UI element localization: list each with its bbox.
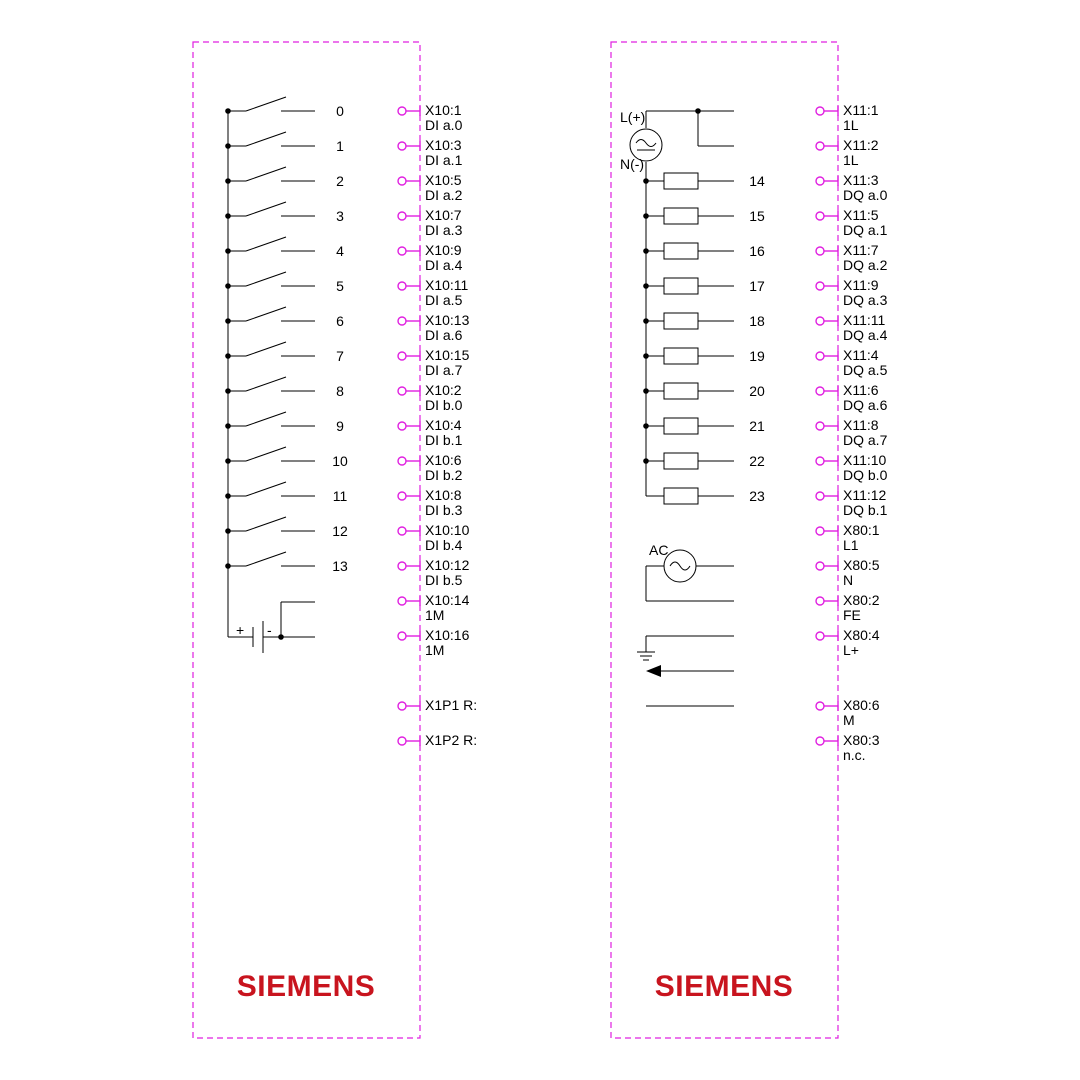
terminal-connector-icon[interactable] xyxy=(398,492,406,500)
terminal-id-label: X80:3 xyxy=(843,732,880,748)
left-terminal[interactable] xyxy=(398,347,470,378)
terminal-desc-label: 1L xyxy=(843,152,859,168)
terminal-connector-icon[interactable] xyxy=(816,142,824,150)
right-output-loads xyxy=(643,173,765,504)
terminal-id-label: X80:1 xyxy=(843,522,880,538)
switch-contact-icon xyxy=(246,342,286,356)
switch-contact-icon xyxy=(246,517,286,531)
terminal-connector-icon[interactable] xyxy=(398,352,406,360)
right-terminal[interactable] xyxy=(816,242,888,273)
left-module-frame xyxy=(193,42,420,1038)
input-switch xyxy=(225,412,344,434)
terminal-desc-label: DQ a.6 xyxy=(843,397,888,413)
terminal-desc-label: DI a.2 xyxy=(425,187,463,203)
left-terminal[interactable] xyxy=(398,592,470,623)
load-resistor-icon xyxy=(664,453,698,469)
terminal-connector-icon[interactable] xyxy=(398,107,406,115)
terminal-connector-icon[interactable] xyxy=(398,212,406,220)
right-terminal[interactable] xyxy=(816,557,880,588)
terminal-id-label: X11:2 xyxy=(843,137,879,153)
input-number-label: 13 xyxy=(332,558,348,574)
input-number-label: 2 xyxy=(336,173,344,189)
right-terminal[interactable] xyxy=(816,522,880,553)
left-terminal[interactable] xyxy=(398,102,463,133)
input-number-label: 5 xyxy=(336,278,344,294)
left-terminal[interactable] xyxy=(398,312,470,343)
input-switch xyxy=(225,237,344,259)
input-switch xyxy=(225,132,344,154)
output-number-label: 19 xyxy=(749,348,765,364)
terminal-desc-label: DQ a.3 xyxy=(843,292,888,308)
terminal-connector-icon[interactable] xyxy=(398,562,406,570)
right-terminal[interactable] xyxy=(816,347,888,378)
terminal-connector-icon[interactable] xyxy=(398,632,406,640)
input-switch xyxy=(225,307,344,329)
right-terminal[interactable] xyxy=(816,627,880,658)
terminal-desc-label: DI b.1 xyxy=(425,432,463,448)
battery-minus-label: - xyxy=(267,622,272,638)
terminal-desc-label: L+ xyxy=(843,642,859,658)
left-terminal[interactable] xyxy=(398,522,470,553)
supply-junction xyxy=(695,108,701,114)
right-terminal-strip xyxy=(816,102,888,763)
left-terminal-strip xyxy=(398,102,477,748)
input-switch xyxy=(225,377,344,399)
left-input-switches xyxy=(225,97,348,574)
left-terminal[interactable] xyxy=(398,382,463,413)
input-number-label: 6 xyxy=(336,313,344,329)
right-terminal[interactable] xyxy=(816,487,888,518)
switch-contact-icon xyxy=(246,307,286,321)
terminal-id-label: X10:10 xyxy=(425,522,470,538)
load-resistor-icon xyxy=(664,348,698,364)
terminal-id-label: X11:5 xyxy=(843,207,879,223)
terminal-id-label: X10:2 xyxy=(425,382,462,398)
terminal-connector-icon[interactable] xyxy=(398,387,406,395)
output-number-label: 18 xyxy=(749,313,765,329)
terminal-desc-label: DI a.5 xyxy=(425,292,463,308)
ac-source-icon xyxy=(664,550,696,582)
terminal-id-label: X10:9 xyxy=(425,242,462,258)
terminal-connector-icon[interactable] xyxy=(398,737,406,745)
terminal-desc-label: DI b.5 xyxy=(425,572,463,588)
output-number-label: 14 xyxy=(749,173,765,189)
terminal-connector-icon[interactable] xyxy=(816,737,824,745)
terminal-id-label: X11:3 xyxy=(843,172,879,188)
left-terminal[interactable] xyxy=(398,732,477,748)
terminal-desc-label: DI a.1 xyxy=(425,152,463,168)
terminal-connector-icon[interactable] xyxy=(816,422,824,430)
terminal-id-label: X11:12 xyxy=(843,487,887,503)
left-terminal[interactable] xyxy=(398,557,470,588)
input-number-label: 7 xyxy=(336,348,344,364)
terminal-id-label: X10:12 xyxy=(425,557,470,573)
terminal-id-label: X10:8 xyxy=(425,487,462,503)
right-terminal[interactable] xyxy=(816,102,879,133)
input-switch xyxy=(225,97,344,119)
terminal-id-label: X10:11 xyxy=(425,277,469,293)
terminal-desc-label: DI a.6 xyxy=(425,327,463,343)
terminal-id-label: X10:15 xyxy=(425,347,470,363)
terminal-id-label: X80:2 xyxy=(843,592,880,608)
input-number-label: 4 xyxy=(336,243,344,259)
switch-contact-icon xyxy=(246,552,286,566)
left-terminal[interactable] xyxy=(398,697,477,713)
terminal-desc-label: DQ a.7 xyxy=(843,432,888,448)
output-number-label: 15 xyxy=(749,208,765,224)
switch-contact-icon xyxy=(246,97,286,111)
terminal-id-label: X11:11 xyxy=(843,312,886,328)
terminal-connector-icon[interactable] xyxy=(398,422,406,430)
terminal-connector-icon[interactable] xyxy=(816,247,824,255)
right-terminal[interactable] xyxy=(816,137,879,168)
input-switch xyxy=(225,342,344,364)
output-number-label: 22 xyxy=(749,453,765,469)
terminal-desc-label: N xyxy=(843,572,854,588)
terminal-id-label: X10:7 xyxy=(425,207,462,223)
terminal-desc-label: DI b.0 xyxy=(425,397,463,413)
input-number-label: 9 xyxy=(336,418,344,434)
terminal-connector-icon[interactable] xyxy=(816,597,824,605)
terminal-desc-label: DI b.3 xyxy=(425,502,463,518)
terminal-id-label: X10:14 xyxy=(425,592,470,608)
terminal-connector-icon[interactable] xyxy=(398,457,406,465)
output-number-label: 16 xyxy=(749,243,765,259)
left-terminal[interactable] xyxy=(398,417,463,448)
input-number-label: 8 xyxy=(336,383,344,399)
terminal-desc-label: FE xyxy=(843,607,861,623)
terminal-id-label: X11:1 xyxy=(843,102,879,118)
terminal-id-label: X10:16 xyxy=(425,627,470,643)
input-number-label: 1 xyxy=(336,138,344,154)
terminal-id-label: X1P1 R: xyxy=(425,697,478,713)
right-terminal[interactable] xyxy=(816,592,880,623)
terminal-id-label: X10:13 xyxy=(425,312,470,328)
input-switch xyxy=(225,517,348,539)
terminal-desc-label: DQ b.1 xyxy=(843,502,888,518)
terminal-desc-label: DQ a.1 xyxy=(843,222,888,238)
terminal-id-label: X1P2 R: xyxy=(425,732,478,748)
terminal-connector-icon[interactable] xyxy=(816,282,824,290)
terminal-connector-icon[interactable] xyxy=(398,527,406,535)
battery-junction xyxy=(278,634,284,640)
terminal-desc-label: DI a.0 xyxy=(425,117,463,133)
terminal-id-label: X10:3 xyxy=(425,137,462,153)
l-plus-arrow-icon xyxy=(646,665,661,677)
terminal-desc-label: DQ a.2 xyxy=(843,257,888,273)
output-load xyxy=(643,313,765,329)
switch-contact-icon xyxy=(246,447,286,461)
terminal-connector-icon[interactable] xyxy=(398,177,406,185)
switch-contact-icon xyxy=(246,202,286,216)
terminal-desc-label: DQ a.5 xyxy=(843,362,888,378)
right-terminal[interactable] xyxy=(816,452,888,483)
terminal-connector-icon[interactable] xyxy=(816,107,824,115)
terminal-connector-icon[interactable] xyxy=(398,597,406,605)
output-load xyxy=(643,348,765,364)
terminal-connector-icon[interactable] xyxy=(398,247,406,255)
terminal-id-label: X10:1 xyxy=(425,102,462,118)
terminal-connector-icon[interactable] xyxy=(816,457,824,465)
input-switch xyxy=(225,272,344,294)
output-number-label: 20 xyxy=(749,383,765,399)
switch-contact-icon xyxy=(246,132,286,146)
output-load xyxy=(643,243,765,259)
left-terminal[interactable] xyxy=(398,207,463,238)
terminal-id-label: X11:10 xyxy=(843,452,887,468)
right-static-wiring xyxy=(637,111,734,706)
right-terminal[interactable] xyxy=(816,277,888,308)
terminal-id-label: X80:6 xyxy=(843,697,880,713)
terminal-connector-icon[interactable] xyxy=(398,142,406,150)
left-terminal[interactable] xyxy=(398,137,463,168)
right-terminal[interactable] xyxy=(816,417,888,448)
load-resistor-icon xyxy=(664,313,698,329)
output-load xyxy=(643,173,765,189)
output-number-label: 21 xyxy=(749,418,765,434)
terminal-connector-icon[interactable] xyxy=(816,317,824,325)
terminal-id-label: X11:7 xyxy=(843,242,879,258)
terminal-id-label: X11:6 xyxy=(843,382,879,398)
terminal-connector-icon[interactable] xyxy=(816,702,824,710)
terminal-connector-icon[interactable] xyxy=(816,562,824,570)
right-terminal[interactable] xyxy=(816,382,888,413)
terminal-connector-icon[interactable] xyxy=(816,177,824,185)
terminal-desc-label: 1L xyxy=(843,117,859,133)
output-load xyxy=(643,383,765,399)
right-terminal[interactable] xyxy=(816,207,888,238)
right-terminal[interactable] xyxy=(816,172,888,203)
output-load xyxy=(643,208,765,224)
input-number-label: 11 xyxy=(332,488,348,504)
input-number-label: 3 xyxy=(336,208,344,224)
right-terminal[interactable] xyxy=(816,697,880,728)
left-terminal[interactable] xyxy=(398,452,463,483)
load-resistor-icon xyxy=(664,488,698,504)
input-switch xyxy=(225,167,344,189)
switch-contact-icon xyxy=(246,167,286,181)
right-module-frame xyxy=(611,42,838,1038)
input-switch xyxy=(225,552,348,574)
input-switch xyxy=(225,202,344,224)
ac-label: AC xyxy=(649,542,669,558)
left-terminal[interactable] xyxy=(398,277,469,308)
input-number-label: 0 xyxy=(336,103,344,119)
input-number-label: 12 xyxy=(332,523,348,539)
output-load xyxy=(646,488,765,504)
terminal-desc-label: L1 xyxy=(843,537,859,553)
terminal-connector-icon[interactable] xyxy=(816,492,824,500)
load-resistor-icon xyxy=(664,208,698,224)
output-load xyxy=(643,418,765,434)
terminal-desc-label: DQ a.4 xyxy=(843,327,888,343)
load-resistor-icon xyxy=(664,383,698,399)
switch-contact-icon xyxy=(246,377,286,391)
output-load xyxy=(643,453,765,469)
load-resistor-icon xyxy=(664,173,698,189)
terminal-id-label: X10:6 xyxy=(425,452,462,468)
right-terminal[interactable] xyxy=(816,732,880,763)
output-load xyxy=(643,278,765,294)
terminal-connector-icon[interactable] xyxy=(398,702,406,710)
terminal-connector-icon[interactable] xyxy=(816,387,824,395)
terminal-connector-icon[interactable] xyxy=(398,317,406,325)
terminal-desc-label: DQ a.0 xyxy=(843,187,888,203)
switch-contact-icon xyxy=(246,482,286,496)
left-brand-logo: SIEMENS xyxy=(236,970,376,1003)
terminal-connector-icon[interactable] xyxy=(398,282,406,290)
terminal-connector-icon[interactable] xyxy=(816,632,824,640)
terminal-desc-label: 1M xyxy=(425,642,445,658)
terminal-id-label: X10:5 xyxy=(425,172,462,188)
supply-n-label: N(-) xyxy=(620,156,645,172)
input-number-label: 10 xyxy=(332,453,348,469)
load-resistor-icon xyxy=(664,418,698,434)
terminal-desc-label: DI a.3 xyxy=(425,222,463,238)
terminal-desc-label: DI a.7 xyxy=(425,362,463,378)
left-terminal[interactable] xyxy=(398,172,463,203)
terminal-connector-icon[interactable] xyxy=(816,212,824,220)
input-switch xyxy=(225,447,348,469)
load-resistor-icon xyxy=(664,243,698,259)
terminal-id-label: X11:4 xyxy=(843,347,879,363)
terminal-id-label: X80:4 xyxy=(843,627,880,643)
terminal-desc-label: DI b.4 xyxy=(425,537,463,553)
terminal-id-label: X11:8 xyxy=(843,417,879,433)
right-terminal[interactable] xyxy=(816,312,888,343)
left-terminal[interactable] xyxy=(398,627,470,658)
terminal-id-label: X10:4 xyxy=(425,417,462,433)
switch-contact-icon xyxy=(246,412,286,426)
terminal-desc-label: DQ b.0 xyxy=(843,467,888,483)
switch-contact-icon xyxy=(246,237,286,251)
switch-contact-icon xyxy=(246,272,286,286)
terminal-id-label: X80:5 xyxy=(843,557,880,573)
output-number-label: 17 xyxy=(749,278,765,294)
terminal-desc-label: M xyxy=(843,712,855,728)
terminal-connector-icon[interactable] xyxy=(816,527,824,535)
left-terminal[interactable] xyxy=(398,487,463,518)
left-terminal[interactable] xyxy=(398,242,463,273)
load-resistor-icon xyxy=(664,278,698,294)
terminal-desc-label: n.c. xyxy=(843,747,866,763)
supply-l-label: L(+) xyxy=(620,109,646,125)
terminal-desc-label: 1M xyxy=(425,607,445,623)
terminal-desc-label: DI a.4 xyxy=(425,257,463,273)
right-brand-logo: SIEMENS xyxy=(654,970,794,1003)
terminal-id-label: X11:9 xyxy=(843,277,879,293)
terminal-connector-icon[interactable] xyxy=(816,352,824,360)
input-switch xyxy=(225,482,347,504)
battery-plus-label: + xyxy=(236,622,245,638)
terminal-desc-label: DI b.2 xyxy=(425,467,463,483)
output-number-label: 23 xyxy=(749,488,765,504)
